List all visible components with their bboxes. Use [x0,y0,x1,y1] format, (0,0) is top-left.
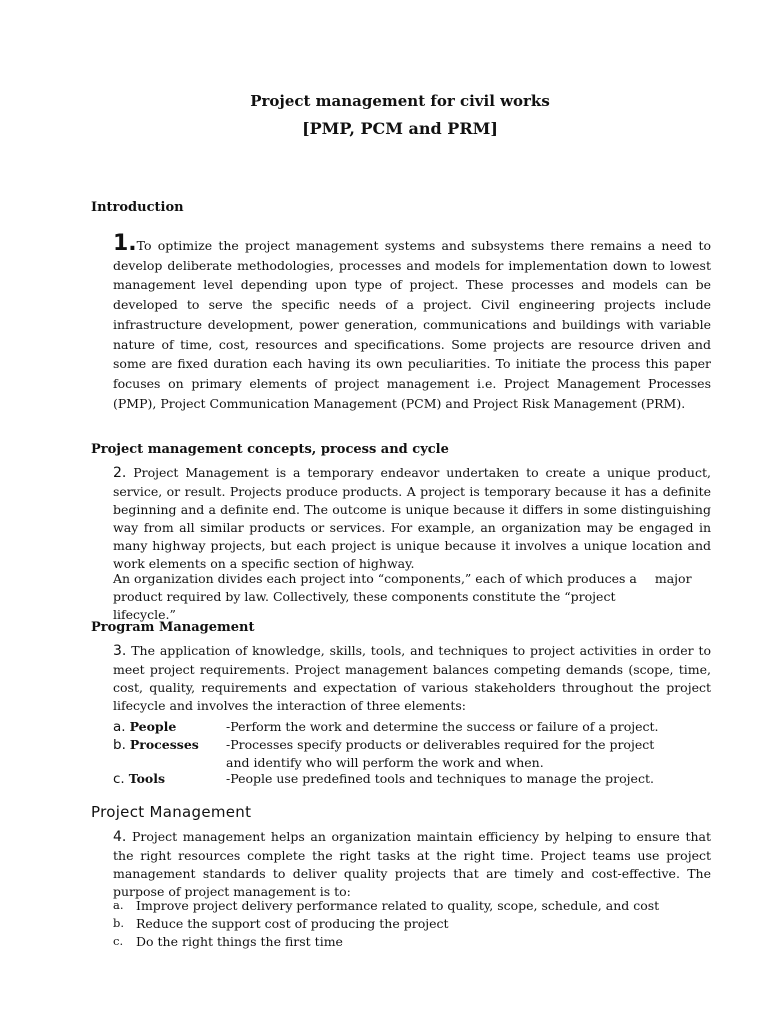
element-label: Tools [128,771,166,786]
program-paragraph [113,642,711,715]
paragraph-number: 1. [113,231,137,256]
list-item-text: Improve project delivery performance related to quality, scope, schedule, and cost [136,898,660,913]
document-title: Project management for civil works [250,92,550,110]
concepts-text-line: product required by law. Collectively, these components constitute the “project [113,588,616,604]
list-item-text: Reduce the support cost of producing the project [136,916,449,931]
concepts-text-word: major [654,571,692,586]
document-subtitle: [PMP, PCM and PRM] [302,119,498,138]
element-label: People [129,719,177,734]
list-marker: a. [113,719,126,735]
concepts-heading: Project management concepts, process and cycle [91,442,449,457]
list-marker: a. [113,898,124,912]
element-description: -People use predefined tools and techniques to manage the project. [226,771,654,786]
concepts-text-line: An organization divides each project into “components,” each of which produces a [113,571,637,586]
element-description: and identify who will perform the work and when. [226,755,544,770]
list-marker: c. [113,771,125,787]
concepts-text-word: lifecycle.” [113,606,176,622]
program-management-heading: Program Management [91,620,255,635]
project-management-heading: Project Management [91,803,252,821]
element-label: Processes [129,737,199,752]
introduction-heading: Introduction [91,200,184,215]
concepts-paragraph [113,464,711,572]
element-description: -Perform the work and determine the success or failure of a project. [226,719,659,734]
paragraph-number: 2. [113,465,127,481]
intro-paragraph [113,231,711,413]
paragraph-number: 4. [113,829,127,845]
element-description: -Processes specify products or deliverables required for the project [226,737,655,752]
pm-paragraph [113,828,711,901]
list-marker: b. [113,916,125,930]
concepts-text: Project Management is a temporary endeavor undertaken to create a unique product, service, or result. Projects produce products. A project is temporary because it has a definite beginning and a definite end. The outcome is unique because it differs in some distinguishing way from all similar products or services. For example, an organization may be engaged in many highway projects, but each project is unique because it involves a unique location and work elements on a specific section of highway. [113,465,711,571]
program-text: The application of knowledge, skills, tools, and techniques to project activities in order to meet project requirements. Project management balances competing demands (scope, time, cost, quality, requirements and expectation of various stakeholders throughout the project lifecycle and involves the interaction of three elements: [113,643,711,713]
list-marker: b. [113,737,126,753]
paragraph-number: 3. [113,643,127,659]
list-marker: c. [113,934,124,948]
intro-text: To optimize the project management systems and subsystems there remains a need to develop deliberate methodologies, processes and models for implementation down to lowest management level depending upon type of project. These processes and models can be developed to serve the specific needs of a project. Civil engineering projects include infrastructure development, power generation, communications and buildings with variable nature of time, cost, resources and specifications. Some projects are resource driven and some are fixed duration each having its own peculiarities. To initiate the process this paper focuses on primary elements of project management i.e. Project Management Processes (PMP), Project Communication Management (PCM) and Project Risk Management (PRM). [113,238,711,411]
concepts-lifecycle-text [113,570,711,624]
list-item-text: Do the right things the first time [136,934,343,949]
pm-text: Project management helps an organization maintain efficiency by helping to ensure that the right resources complete the right tasks at the right time. Project teams use project management standards to deliver quality projects that are timely and cost-effective. The purpose of project management is to: [113,829,711,899]
